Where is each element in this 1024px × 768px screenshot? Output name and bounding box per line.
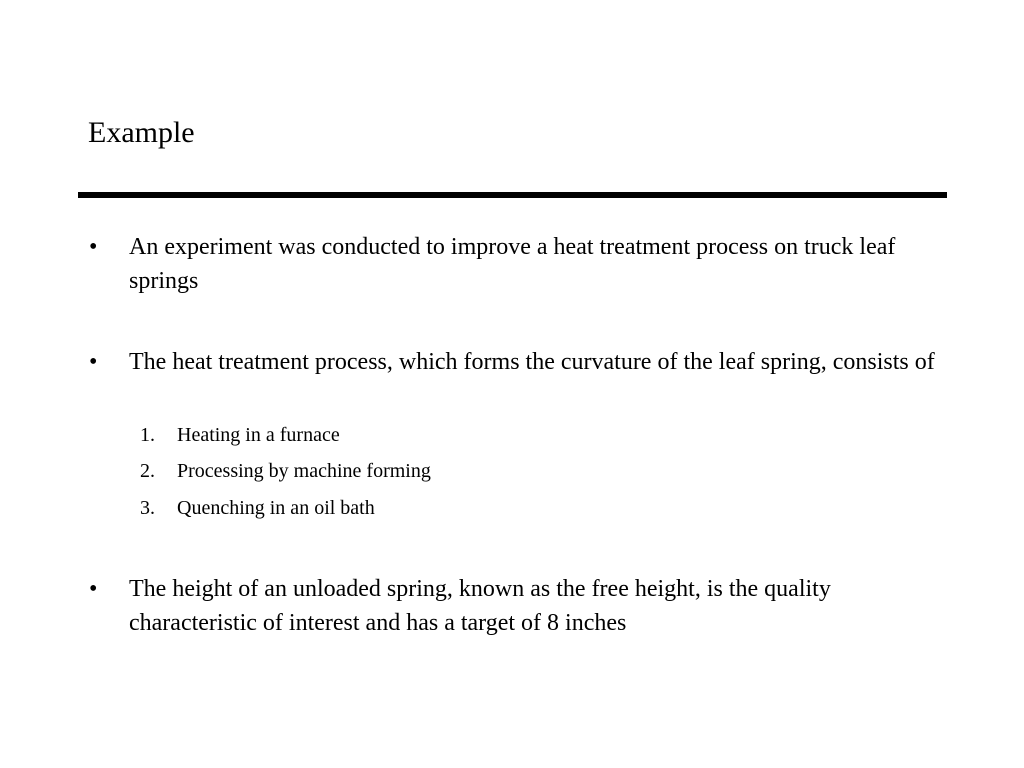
bullet-text: The heat treatment process, which forms the curvature of the leaf spring, consists of — [129, 349, 935, 375]
step-text: Processing by machine forming — [177, 460, 431, 482]
step-number: 3. — [140, 497, 155, 519]
bullet-marker: • — [89, 349, 98, 375]
title-divider — [78, 192, 947, 198]
slide-title: Example — [88, 116, 195, 149]
bullet-text: An experiment was conducted to improve a heat treatment process on truck leaf springs — [129, 234, 896, 294]
bullet-marker: • — [89, 576, 98, 602]
step-number: 2. — [140, 460, 155, 482]
bullet-marker: • — [89, 234, 98, 260]
step-text: Heating in a furnace — [177, 424, 340, 446]
bullet-text: The height of an unloaded spring, known as the free height, is the quality characteristic of interest and has a target of 8 inches — [129, 576, 831, 636]
step-number: 1. — [140, 424, 155, 446]
step-text: Quenching in an oil bath — [177, 497, 375, 519]
